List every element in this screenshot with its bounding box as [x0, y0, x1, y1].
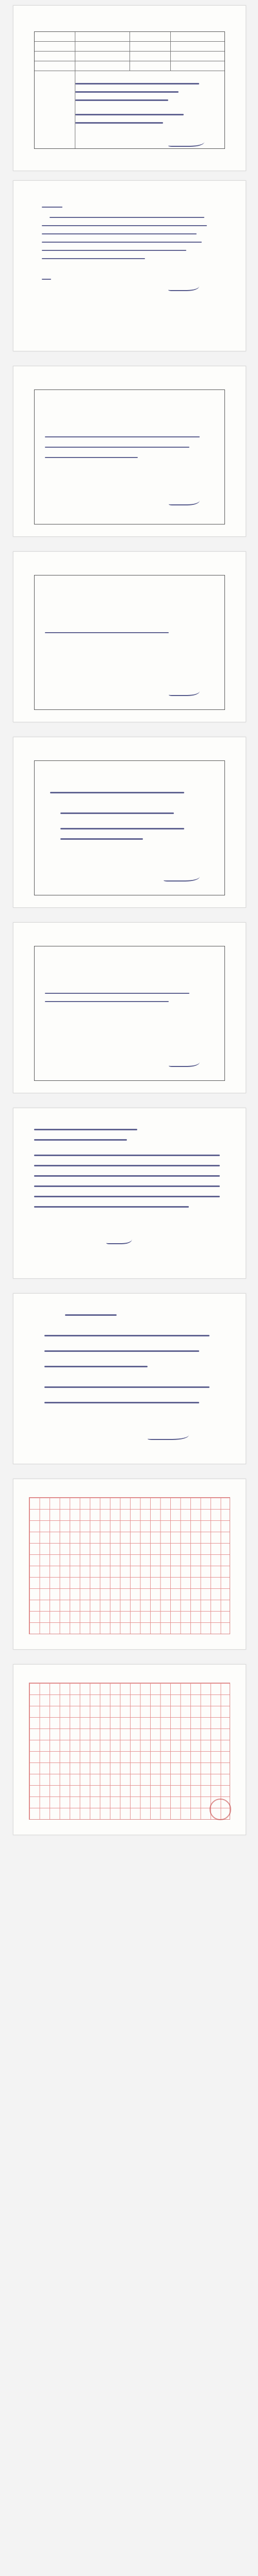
handwriting-line [42, 207, 62, 208]
form-row [35, 61, 224, 71]
signature [169, 493, 200, 505]
grid-paper [29, 1683, 230, 1820]
opinion-box [34, 389, 225, 524]
grid-paper [29, 1497, 230, 1634]
handwriting-line [75, 122, 163, 124]
signature [169, 1055, 200, 1067]
page-title [13, 934, 246, 941]
form-row [35, 32, 224, 42]
document-page-7 [13, 1108, 246, 1279]
document-page-10 [13, 1664, 246, 1835]
form-row [35, 52, 224, 61]
handwriting-line [75, 91, 179, 93]
handwriting-line [42, 242, 202, 243]
handwriting-line [75, 99, 168, 101]
page-title [13, 17, 246, 24]
document-page-3 [13, 366, 246, 537]
handwriting-line [42, 225, 207, 226]
opinion-box [34, 946, 225, 1081]
document-page-8 [13, 1293, 246, 1464]
document-page-4 [13, 551, 246, 722]
handwriting-line [42, 233, 197, 234]
handwriting-line [42, 258, 145, 259]
handwriting-line [75, 83, 199, 84]
opinion-box [34, 760, 225, 895]
signature [168, 134, 204, 147]
handwriting-line [75, 114, 184, 115]
signature [164, 869, 200, 882]
handwriting-line [42, 279, 51, 280]
handwriting-line [42, 250, 186, 251]
signature [169, 684, 200, 696]
document-page-6 [13, 922, 246, 1093]
stamp [209, 1799, 231, 1820]
page-title [13, 749, 246, 756]
document-page-5 [13, 737, 246, 908]
page-title [13, 563, 246, 570]
form-table [34, 31, 225, 149]
signature [148, 1428, 189, 1440]
document-page-2 [13, 180, 246, 351]
signature [168, 279, 199, 291]
opinion-box [34, 575, 225, 710]
document-page-1 [13, 5, 246, 171]
form-row [35, 42, 224, 52]
document-page-9 [13, 1479, 246, 1650]
page-title [13, 378, 246, 385]
signature [106, 1232, 132, 1244]
handwriting-line [50, 217, 204, 218]
